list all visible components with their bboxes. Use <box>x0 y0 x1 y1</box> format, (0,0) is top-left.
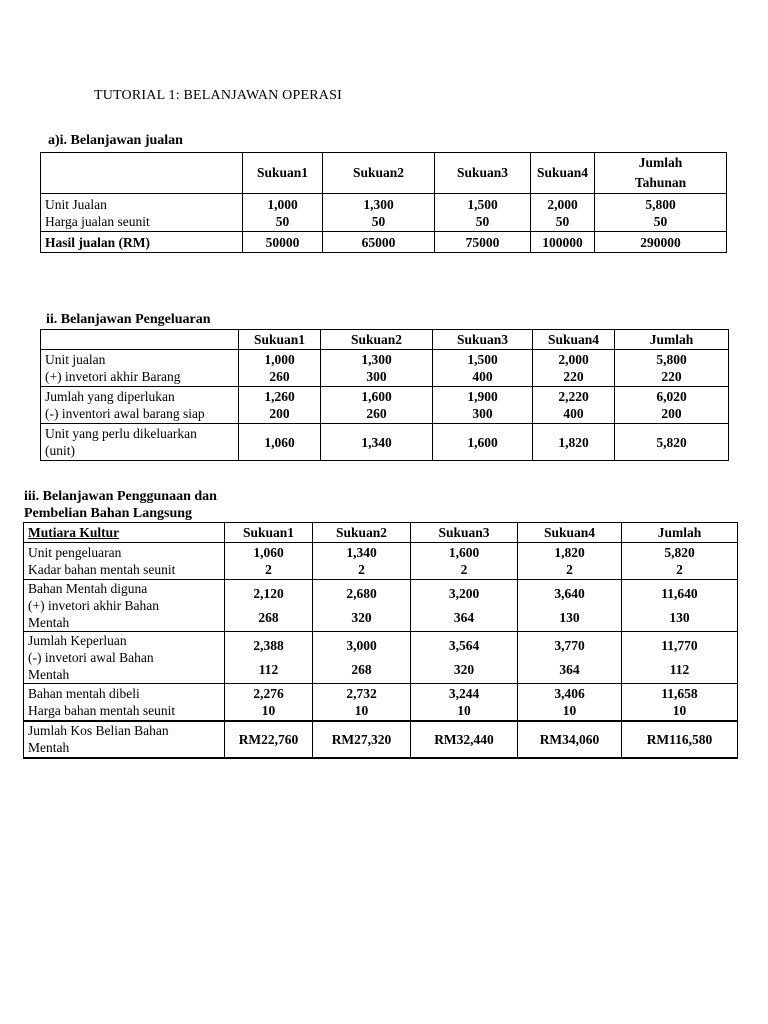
row-label-line: (-) invetori awal Bahan <box>28 650 154 665</box>
table-row <box>41 350 729 387</box>
value-cell <box>531 194 595 232</box>
section-1-heading: a)i. Belanjawan jualan <box>48 133 183 148</box>
value-line: 2,388 <box>253 638 284 653</box>
row-label <box>24 580 225 632</box>
value-line: 2,000 <box>558 352 589 367</box>
table-row <box>24 684 738 721</box>
header-sukuan1: Sukuan1 <box>243 153 323 194</box>
value-cell <box>518 632 622 684</box>
header-sukuan4: Sukuan4 <box>518 523 622 543</box>
row-label <box>41 194 243 232</box>
value-cell: RM32,440 <box>411 721 518 758</box>
value-line: 3,200 <box>448 586 480 601</box>
row-label <box>24 684 225 721</box>
value-cell <box>411 684 518 721</box>
value-line: 400 <box>563 406 584 421</box>
value-cell <box>433 387 533 424</box>
value-line: 220 <box>563 369 584 384</box>
value-line: 200 <box>269 406 290 421</box>
value-cell <box>411 543 518 580</box>
value-cell <box>622 580 738 632</box>
value-line: 130 <box>669 610 690 625</box>
header-sukuan4: Sukuan4 <box>531 153 595 194</box>
value-cell: RM34,060 <box>518 721 622 758</box>
row-label <box>24 721 225 758</box>
value-cell <box>323 194 435 232</box>
value-cell <box>243 194 323 232</box>
value-line: 5,820 <box>664 545 695 560</box>
value-line: 300 <box>366 369 387 384</box>
value-cell <box>533 387 615 424</box>
value-cell: 75000 <box>435 232 531 253</box>
row-label-line: (unit) <box>45 443 75 458</box>
value-cell: 1,600 <box>433 424 533 461</box>
row-label-line: (+) invetori akhir Bahan <box>28 598 159 613</box>
production-budget-table <box>40 329 729 461</box>
value-line: 10 <box>354 702 369 718</box>
value-cell: 50000 <box>243 232 323 253</box>
value-line: 320 <box>453 662 475 677</box>
value-cell <box>435 194 531 232</box>
value-cell <box>321 350 433 387</box>
value-cell <box>225 684 313 721</box>
value-line: 2 <box>265 562 272 577</box>
value-cell <box>595 194 727 232</box>
value-line: 10 <box>261 702 276 718</box>
row-label-line: Bahan mentah dibeli <box>28 685 140 701</box>
value-cell <box>225 580 313 632</box>
table-row <box>24 543 738 580</box>
header-sukuan3: Sukuan3 <box>411 523 518 543</box>
value-line: 1,500 <box>467 196 498 212</box>
value-line: 2,276 <box>253 685 284 701</box>
value-line: 2,000 <box>547 196 578 212</box>
value-line: 3,000 <box>346 638 377 653</box>
table-header-row <box>41 153 727 194</box>
value-cell: 1,060 <box>239 424 321 461</box>
value-cell <box>313 580 411 632</box>
header-sukuan4: Sukuan4 <box>533 330 615 350</box>
company-name: Mutiara Kultur <box>24 523 225 543</box>
value-line: 11,640 <box>661 586 698 601</box>
value-line: 50 <box>371 213 386 229</box>
value-cell <box>225 632 313 684</box>
value-cell: 100000 <box>531 232 595 253</box>
row-label <box>41 350 239 387</box>
value-cell <box>225 543 313 580</box>
value-line: 5,800 <box>645 196 676 212</box>
value-line: 300 <box>472 406 493 421</box>
value-cell: RM27,320 <box>313 721 411 758</box>
table-row <box>24 580 738 632</box>
table-header-row <box>24 523 738 543</box>
value-line: 5,800 <box>656 352 687 367</box>
value-cell <box>518 684 622 721</box>
value-cell: RM22,760 <box>225 721 313 758</box>
value-line: 10 <box>457 702 471 718</box>
row-label-line: Mentah <box>28 740 70 755</box>
value-cell <box>615 350 729 387</box>
section-3-heading-line2: Pembelian Bahan Langsung <box>24 506 193 521</box>
value-cell <box>518 543 622 580</box>
value-line: 268 <box>351 662 372 677</box>
table-header-row <box>41 330 729 350</box>
value-line: 11,770 <box>661 638 698 653</box>
row-label <box>24 632 225 684</box>
value-line: 2,732 <box>346 685 377 701</box>
value-cell: 65000 <box>323 232 435 253</box>
value-line: 50 <box>653 213 668 229</box>
value-line: 1,000 <box>264 352 295 367</box>
value-line: 2,220 <box>558 389 589 404</box>
value-line: 220 <box>661 369 682 384</box>
value-cell <box>313 543 411 580</box>
value-line: 3,244 <box>448 685 480 701</box>
value-cell <box>239 350 321 387</box>
value-line: 50 <box>555 213 570 229</box>
value-line: 2 <box>566 562 573 577</box>
value-line: 11,658 <box>661 685 698 701</box>
row-label-line: Mentah <box>28 615 70 630</box>
row-label <box>24 543 225 580</box>
header-blank-cell <box>41 330 239 350</box>
value-cell <box>239 387 321 424</box>
row-label-line: (-) inventori awal barang siap <box>45 406 205 421</box>
value-line: 10 <box>672 702 687 718</box>
header-blank-cell <box>41 153 243 194</box>
value-cell <box>533 350 615 387</box>
value-cell <box>622 684 738 721</box>
header-jumlah: Jumlah <box>622 523 738 543</box>
value-line: 1,000 <box>267 196 298 212</box>
value-cell <box>411 580 518 632</box>
table-row <box>24 632 738 684</box>
row-label-line: Harga jualan seunit <box>45 213 150 229</box>
value-line: 364 <box>559 662 580 677</box>
value-cell <box>313 684 411 721</box>
row-label <box>41 387 239 424</box>
value-line: 268 <box>258 610 279 625</box>
section-3-heading-line1: iii. Belanjawan Penggunaan dan <box>24 489 217 504</box>
header-sukuan2: Sukuan2 <box>321 330 433 350</box>
row-label-line: Jumlah Keperluan <box>28 633 127 648</box>
value-line: 50 <box>275 213 290 229</box>
row-label-line: Bahan Mentah diguna <box>28 581 148 596</box>
value-line: 3,406 <box>554 685 585 701</box>
value-line: 2,120 <box>253 586 284 601</box>
document-title: TUTORIAL 1: BELANJAWAN OPERASI <box>94 88 342 103</box>
value-cell: 290000 <box>595 232 727 253</box>
value-line: 3,770 <box>554 638 585 653</box>
header-sukuan1: Sukuan1 <box>239 330 321 350</box>
header-sukuan1: Sukuan1 <box>225 523 313 543</box>
value-cell: 1,820 <box>533 424 615 461</box>
value-line: 320 <box>351 610 372 625</box>
value-line: 260 <box>366 406 387 421</box>
value-cell <box>615 387 729 424</box>
value-line: 2 <box>460 562 468 577</box>
row-label-line: (+) invetori akhir Barang <box>45 369 181 384</box>
row-label: Hasil jualan (RM) <box>41 232 243 253</box>
header-sukuan3: Sukuan3 <box>435 153 531 194</box>
value-line: 112 <box>669 662 690 677</box>
value-line: 50 <box>475 213 490 229</box>
table-row-total <box>24 721 738 758</box>
value-cell <box>321 387 433 424</box>
value-line: 1,900 <box>467 389 498 404</box>
value-line: 1,600 <box>361 389 392 404</box>
value-line: 400 <box>472 369 493 384</box>
value-cell <box>622 632 738 684</box>
value-line: 3,564 <box>448 638 480 653</box>
value-line: 1,300 <box>363 196 394 212</box>
header-total-line1: Jumlah <box>638 155 683 170</box>
row-label-line: Jumlah Kos Belian Bahan <box>28 723 169 738</box>
value-line: 1,300 <box>361 352 392 367</box>
value-line: 10 <box>562 702 577 718</box>
value-line: 2,680 <box>346 586 377 601</box>
value-cell: 5,820 <box>615 424 729 461</box>
table-row <box>41 232 727 253</box>
value-line: 3,640 <box>554 586 585 601</box>
table-row <box>41 387 729 424</box>
value-line: 2 <box>358 562 365 577</box>
value-line: 112 <box>258 662 279 677</box>
header-total-line2: Tahunan <box>634 175 687 190</box>
row-label-line: Kadar bahan mentah seunit <box>28 562 176 577</box>
value-line: 1,340 <box>346 545 377 560</box>
value-cell: RM116,580 <box>622 721 738 758</box>
value-line: 1,820 <box>554 545 585 560</box>
section-3-heading <box>24 488 217 522</box>
value-line: 260 <box>269 369 290 384</box>
header-sukuan2: Sukuan2 <box>323 153 435 194</box>
value-cell <box>411 632 518 684</box>
value-cell: 1,340 <box>321 424 433 461</box>
value-line: 1,500 <box>467 352 498 367</box>
sales-budget-table <box>40 152 727 253</box>
value-line: 2 <box>676 562 683 577</box>
value-line: 1,060 <box>253 545 284 560</box>
value-line: 364 <box>453 610 475 625</box>
row-label-line: Unit Jualan <box>45 196 107 212</box>
row-label <box>41 424 239 461</box>
value-line: 200 <box>661 406 682 421</box>
value-line: 1,260 <box>264 389 295 404</box>
header-jumlah: Jumlah <box>615 330 729 350</box>
value-cell <box>518 580 622 632</box>
value-line: 130 <box>559 610 580 625</box>
row-label-line: Unit pengeluaran <box>28 545 122 560</box>
header-sukuan2: Sukuan2 <box>313 523 411 543</box>
value-cell <box>313 632 411 684</box>
value-line: 1,600 <box>448 545 480 560</box>
material-purchase-budget-table <box>23 522 738 759</box>
row-label-line: Unit yang perlu dikeluarkan <box>45 426 197 441</box>
row-label-line: Jumlah yang diperlukan <box>45 389 175 404</box>
row-label-line: Mentah <box>28 667 70 682</box>
value-cell <box>433 350 533 387</box>
header-sukuan3: Sukuan3 <box>433 330 533 350</box>
row-label-line: Harga bahan mentah seunit <box>28 702 176 718</box>
header-jumlah-tahunan <box>595 153 727 194</box>
value-line: 6,020 <box>656 389 687 404</box>
table-row <box>41 194 727 232</box>
table-row <box>41 424 729 461</box>
section-2-heading: ii. Belanjawan Pengeluaran <box>46 312 211 327</box>
value-cell <box>622 543 738 580</box>
row-label-line: Unit jualan <box>45 352 106 367</box>
